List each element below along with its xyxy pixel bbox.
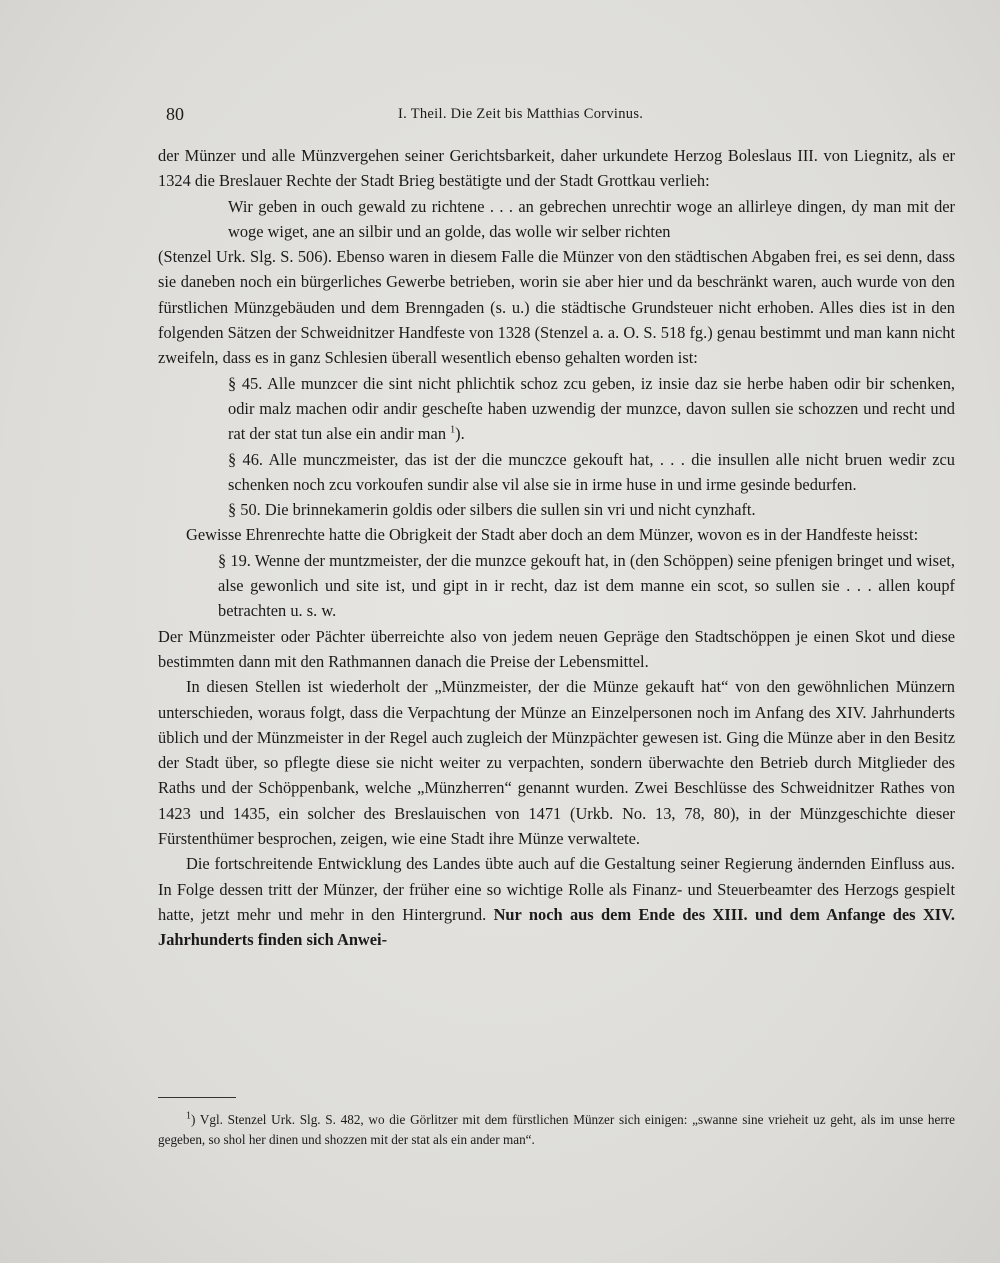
running-head: I. Theil. Die Zeit bis Matthias Corvinus.	[398, 106, 644, 122]
quotation: § 19. Wenne der muntzmeister, der die munzce gekouft hat, in (den Schöppen) seine pfenigen bringet und wiset, alse gewonlich und site ist, und gipt in ir recht, daz ist dem manne ein scot, so sullen sie . . . allen koupf betrachten u. s. w.	[218, 550, 955, 621]
paragraph-bold-text: Nur noch aus dem Ende des XIII. und dem Anfange des XIV. Jahrhunderts finden sich Anwei-	[158, 904, 955, 950]
footnote-divider	[158, 1097, 236, 1098]
paragraph: Gewisse Ehrenrechte hatte die Obrigkeit der Stadt aber doch an dem Münzer, wovon es in der Handfeste heisst:	[186, 525, 919, 545]
quotation-end: ).	[455, 424, 465, 444]
paragraph	[158, 851, 955, 952]
paragraph: (Stenzel Urk. Slg. S. 506). Ebenso waren in diesem Falle die Münzer von den städtischen Abgaben frei, es sei denn, dass sie daneben noch ein bürgerliches Gewerbe betrieben, worin sie aber hier und da beschränkt waren, auch wurde von den fürstlichen Münzgebäuden und dem Brenngaden (s. u.) die städtische Grundsteuer nicht erhoben. Alles dies ist in den folgenden Sätzen der Schweidnitzer Handfeste von 1328 (Stenzel a. a. O. S. 518 fg.) genau bestimmt und man kann nicht zweifeln, dass es in ganz Schlesien überall wesentlich ebenso gehalten worden ist:	[158, 247, 955, 368]
paragraph: Der Münzmeister oder Pächter überreichte also von jedem neuen Gepräge den Stadtschöppen je einen Skot und diese bestimmten dann mit den Rathmannen danach die Preise der Lebensmittel.	[158, 626, 955, 671]
quotation-text: § 45. Alle munzcer die sint nicht phlichtik schoz zcu geben, iz insie daz sie herbe haben odir bir schenken, odir malz machen odir andir gescheſte haben uzwendig der munzce, davon sullen sie schozzen und recht und rat der stat tun alse ein andir man	[228, 373, 955, 444]
paragraph: der Münzer und alle Münzvergehen seiner Gerichtsbarkeit, daher urkundete Herzog Boleslaus III. von Liegnitz, als er 1324 die Breslauer Rechte der Stadt Brieg bestätigte und der Stadt Grottkau verlieh:	[158, 146, 955, 191]
quotation: § 46. Alle munczmeister, das ist der die munczce gekouft hat, . . . die insullen alle nicht bruen wedir zcu schenken noch zcu vorkoufen sundir alse vil alse sie in irme huse in und irme gesinde bedurfen.	[228, 449, 955, 494]
page-header	[166, 104, 956, 130]
quotation: § 50. Die brinnekamerin goldis oder silbers die sullen sin vri und nicht cynzhaft.	[228, 500, 756, 520]
paragraph-text: Die fortschreitende Entwicklung des Landes übte auch auf die Gestaltung seiner Regierung ändernden Einfluss aus. In Folge dessen tritt der Münzer, der früher eine so wichtige Rolle als Finanz- und Steuerbeamter des Herzogs gespielt hatte, jetzt mehr und mehr in den Hintergrund.	[158, 854, 955, 924]
body-text	[158, 143, 955, 953]
footnotes	[158, 1110, 955, 1150]
footnote-text: ) Vgl. Stenzel Urk. Slg. S. 482, wo die Görlitzer mit dem fürstlichen Münzer sich einigen: „swanne sine vrieheit uz geht, als im unse herre gegeben, so shol her dinen und shozzen mit der stat als ein ander man“.	[158, 1112, 955, 1147]
footnote-ref[interactable]: 1	[450, 424, 456, 436]
footnote	[158, 1110, 955, 1150]
footnote-marker: 1	[186, 1110, 191, 1122]
quotation: Wir geben in ouch gewald zu richtene . . . an gebrechen unrechtir woge an allirleye dingen, dy man mit der woge wiget, ane an silbir und an golde, das wolle wir selber richten	[228, 196, 955, 241]
page-number: 80	[166, 104, 184, 124]
quotation	[228, 371, 955, 447]
paragraph: In diesen Stellen ist wiederholt der „Münzmeister, der die Münze gekauft hat“ von den gewöhnlichen Münzern unterschieden, woraus folgt, dass die Verpachtung der Münze an Einzelpersonen noch im Anfang des XIV. Jahrhunderts üblich und der Münzmeister in der Regel auch zugleich der Münzpächter gewesen ist. Ging die Münze aber in den Besitz der Stadt über, so pflegte diese sie nicht weiter zu verpachten, sondern überwachte den Betrieb durch Mitglieder des Raths und der Schöppenbank, welche „Münzherren“ genannt wurden. Zwei Beschlüsse des Schweidnitzer Rathes von 1423 und 1435, ein solcher des Breslauischen von 1471 (Urkb. No. 13, 78, 80), in der Münzgeschichte dieser Fürstenthümer besprochen, zeigen, wie eine Stadt ihre Münze verwaltete.	[158, 677, 955, 849]
